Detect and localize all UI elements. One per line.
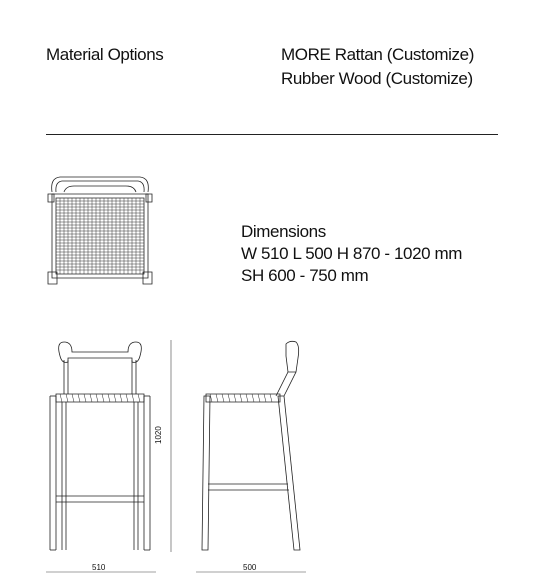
rattan-weave-pattern [56, 198, 144, 274]
material-option-rattan: MORE Rattan (Customize) [281, 45, 474, 64]
height-dimension-label: 1020 [154, 426, 163, 444]
material-options-label: Material Options [46, 45, 164, 64]
section-divider [46, 134, 498, 135]
length-dimension-label: 500 [243, 563, 257, 572]
stool-top-view-drawing [44, 172, 156, 290]
seat-weave-side [210, 394, 272, 402]
height-dimension-line [168, 338, 174, 554]
dimensions-line-2: SH 600 - 750 mm [241, 266, 369, 285]
dimensions-line-1: W 510 L 500 H 870 - 1020 mm [241, 244, 463, 263]
stool-front-view-drawing [50, 338, 150, 560]
width-dimension-label: 510 [92, 563, 106, 572]
seat-weave-front [60, 394, 140, 402]
stool-side-view-drawing [200, 338, 304, 560]
material-option-rubber-wood: Rubber Wood (Customize) [281, 69, 473, 88]
dimensions-heading: Dimensions [241, 222, 326, 241]
